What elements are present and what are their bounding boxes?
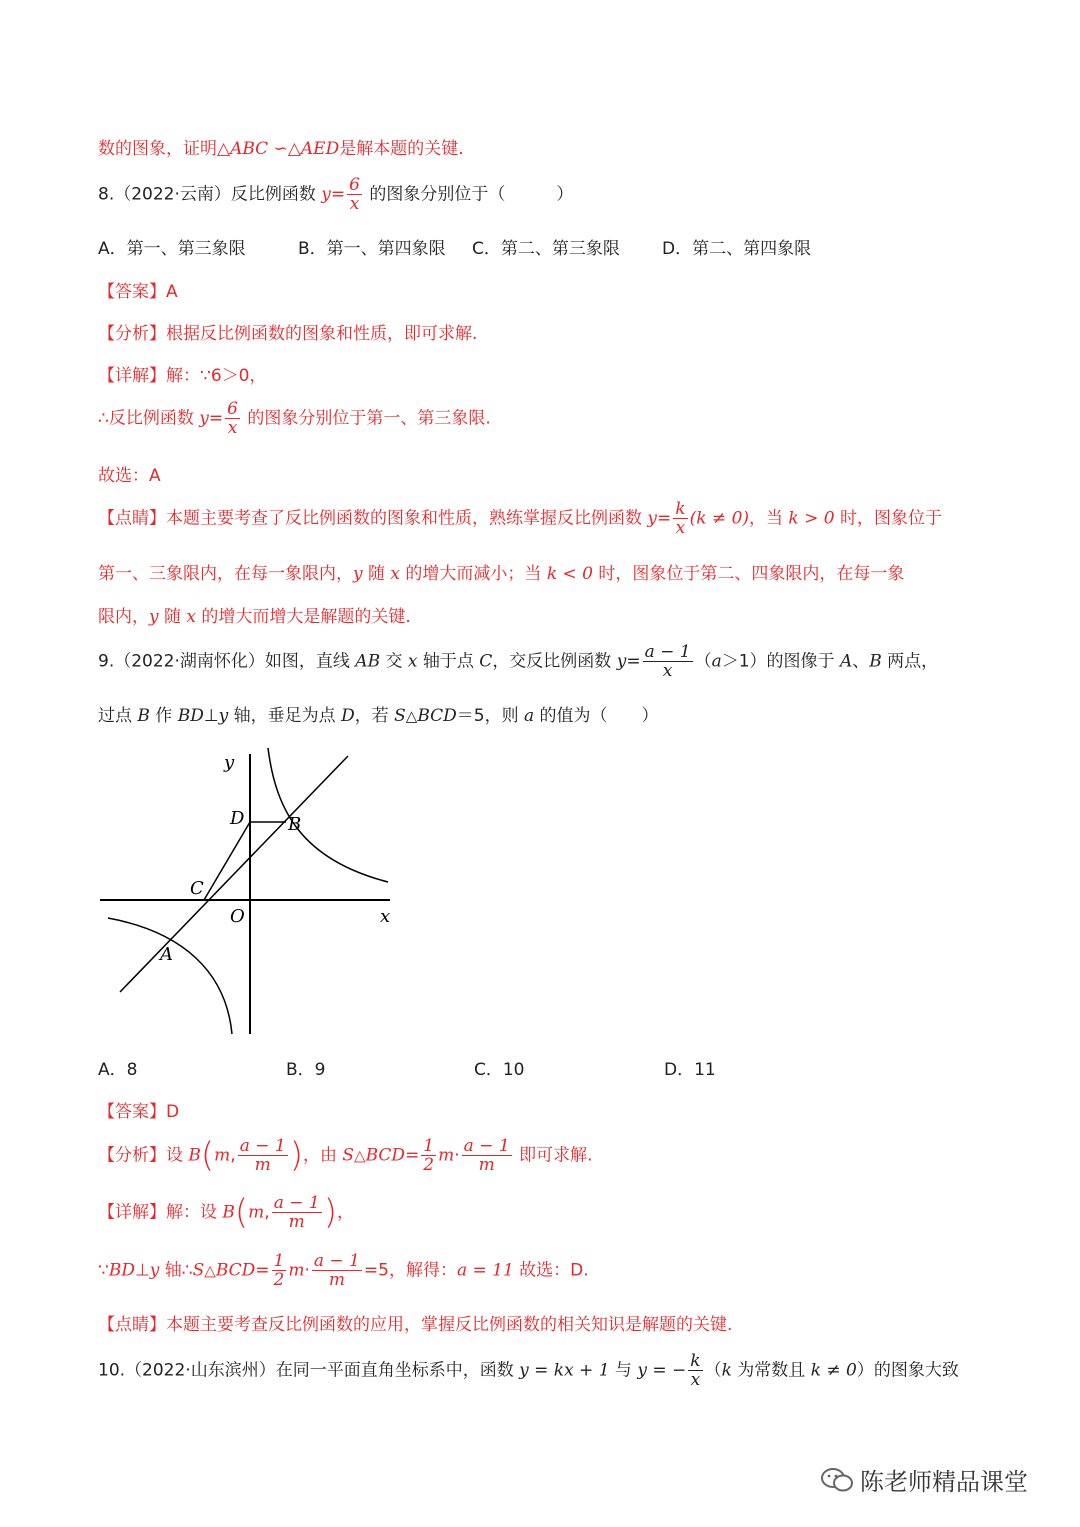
q9-answer: 【答案】D (98, 1102, 180, 1122)
fraction: $\frac{a - 1}{m}$ (273, 1193, 320, 1232)
q8-comment-2: 第一、三象限内，在每一象限内，y 随 x 的增大而减小；当 k < 0 时，图象位于第二、四象限内，在每一象 (98, 564, 905, 584)
option-b: B．9 (286, 1060, 326, 1080)
q9-comment: 【点睛】本题主要考查反比例函数的应用，掌握反比例函数的相关知识是解题的关键. (98, 1315, 733, 1335)
label-x: x (380, 906, 391, 927)
hyperbola-branch-1 (268, 748, 388, 882)
label-b: B (288, 814, 302, 835)
fraction: $\frac{a - 1}{m}$ (239, 1136, 286, 1175)
q8-comment-1: 【点睛】本题主要考查了反比例函数的图象和性质，熟练掌握反比例函数 y= $\frac{k}{x}$ (k ≠ 0)，当 k > 0 时，图象位于 (98, 499, 942, 538)
label-a: A (160, 944, 173, 965)
option-d: D．第二、第四象限 (662, 239, 812, 259)
q9-solution: ∵BD⊥y 轴∴S△BCD= $\frac{1}{2}$ m· $\frac{a - 1}{m}$ =5，解得：a = 11 故选：D. (98, 1251, 589, 1290)
wechat-icon (820, 1466, 854, 1494)
q9-figure (98, 742, 408, 1042)
option-d: D．11 (664, 1060, 716, 1080)
q9-detail: 【详解】解：设 B(m, $\frac{a - 1}{m}$ )， (98, 1192, 354, 1233)
option-b: B．第一、第四象限 (298, 239, 446, 259)
q9-options (98, 1058, 716, 1082)
fraction: $\frac{a - 1}{x}$ (644, 642, 691, 681)
q8-answer: 【答案】A (98, 282, 178, 302)
q8-comment-3: 限内，y 随 x 的增大而增大是解题的关键. (98, 607, 411, 627)
q8-options (98, 237, 811, 261)
continued-comment-line: 数的图象，证明△ABC ∽△AED是解本题的关键. (98, 139, 464, 159)
q8-conclusion: ∴反比例函数 y= $\frac{6}{x}$ 的图象分别位于第一、第三象限. (98, 399, 491, 438)
option-c: C．第二、第三象限 (472, 239, 620, 259)
segment-cd (204, 822, 250, 900)
fraction: $\frac{6}{x}$ (227, 399, 238, 438)
label-c: C (190, 878, 204, 899)
q10-stem: 10.（2022·山东滨州）在同一平面直角坐标系中，函数 y = kx + 1 与 y = − $\frac{k}{x}$ （k 为常数且 k ≠ 0）的图象大致 (98, 1351, 959, 1390)
fraction: $\frac{a - 1}{m}$ (313, 1251, 360, 1290)
hyperbola-branch-3 (108, 918, 232, 1034)
fraction: $\frac{6}{x}$ (349, 175, 360, 214)
q8-analysis: 【分析】根据反比例函数的图象和性质，即可求解. (98, 324, 478, 344)
q8-choose: 故选：A (98, 466, 161, 486)
option-a: A．第一、第三象限 (98, 239, 246, 259)
fraction: $\frac{a - 1}{m}$ (463, 1136, 510, 1175)
option-c: C．10 (474, 1060, 525, 1080)
fraction: $\frac{1}{2}$ (423, 1136, 435, 1175)
watermark: 陈老师精品课堂 (820, 1462, 1028, 1497)
fraction: $\frac{1}{2}$ (273, 1251, 285, 1290)
q8-stem: 8.（2022·云南）反比例函数 y= $\frac{6}{x}$ 的图象分别位于（ ） (98, 175, 574, 214)
line-ab (120, 756, 348, 992)
q9-analysis: 【分析】设 B(m, $\frac{a - 1}{m}$ )，由 S△BCD= $\frac{1}{2}$ m· $\frac{a - 1}{m}$ 即可求解. (98, 1135, 593, 1176)
label-o: O (230, 906, 245, 927)
q9-stem-2: 过点 B 作 BD⊥y 轴，垂足为点 D，若 S△BCD＝5，则 a 的值为（ ） (98, 706, 659, 726)
fraction: $\frac{k}{x}$ (690, 1351, 701, 1390)
label-d: D (230, 808, 245, 829)
fraction: $\frac{k}{x}$ (675, 499, 686, 538)
q9-stem-1: 9.（2022·湖南怀化）如图，直线 AB 交 x 轴于点 C，交反比例函数 y= $\frac{a - 1}{x}$ （a＞1）的图像于 A、B 两点， (98, 642, 939, 681)
option-a: A．8 (98, 1060, 138, 1080)
q8-detail: 【详解】解：∵6＞0， (98, 366, 267, 386)
label-y: y (224, 752, 235, 773)
